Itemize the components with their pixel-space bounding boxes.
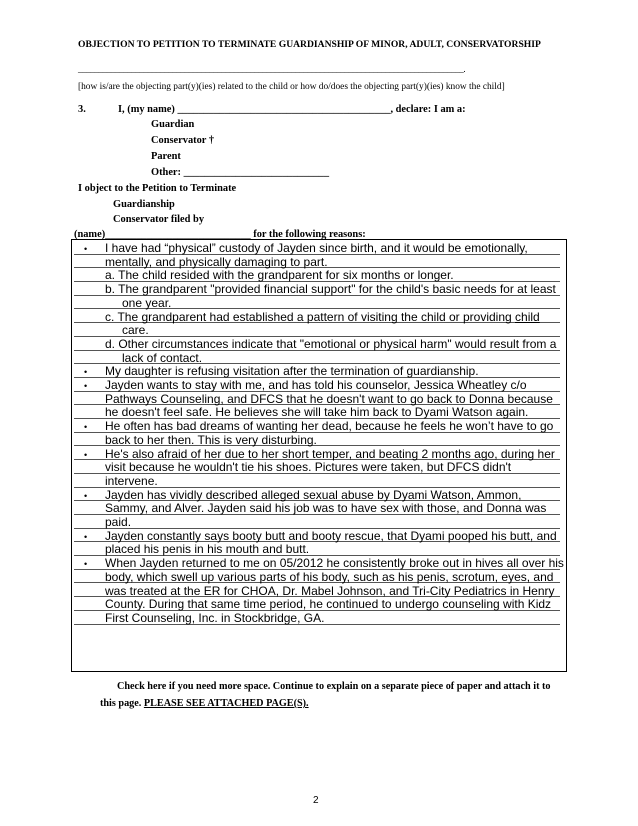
reason-line: [72, 324, 566, 338]
reason-line: [72, 461, 566, 475]
reason-text-part: c. The grandparent had established a pattern of visiting the child or providing: [105, 309, 516, 324]
bullet-icon: •: [84, 449, 88, 460]
reason-text: he doesn't feel safe. He believes she will take him back to Dyami Watson again.: [105, 405, 529, 420]
reason-line: [72, 502, 566, 516]
checkbox-icon[interactable]: [134, 119, 143, 128]
reason-line: [72, 543, 566, 557]
option-guardian[interactable]: Guardian: [134, 119, 194, 130]
name-label: (name): [74, 229, 106, 240]
checkbox-icon[interactable]: [96, 214, 105, 223]
reason-text: Jayden has vividly described alleged sexual abuse by Dyami Watson, Ammon,: [105, 487, 522, 502]
reason-bullet-line: [72, 242, 566, 256]
bullet-icon: •: [84, 244, 88, 254]
reason-text-underlined: child: [515, 309, 540, 324]
option-other[interactable]: Other: ____________________________: [134, 167, 329, 178]
reason-text: was treated at the ER for CHOA, Dr. Mabel Johnson, and Tri-City Pediatrics in Henry: [105, 583, 555, 598]
reason-text: I have had “physical” custody of Jayden since birth, and it would be emotionally,: [105, 241, 528, 255]
reason-line: [72, 516, 566, 530]
reason-text: placed his penis in his mouth and butt.: [105, 542, 310, 557]
reason-text: Pathways Counseling, and DFCS that he doesn't want to go back to Donna because: [105, 391, 553, 406]
reason-line: [72, 297, 566, 311]
page-number: 2: [313, 795, 319, 806]
reason-line: [72, 352, 566, 366]
reason-text: d. Other circumstances indicate that "emotional or physical harm" would result from a: [105, 336, 557, 351]
reason-line: [72, 475, 566, 489]
reason-text: a. The child resided with the grandparent for six months or longer.: [105, 268, 454, 283]
reasons-box: [71, 239, 567, 672]
checkbox-icon[interactable]: [96, 199, 105, 208]
bullet-icon: •: [84, 531, 88, 542]
reason-text: When Jayden returned to me on 05/2012 he consistently broke out in hives all over his: [105, 556, 564, 571]
reason-text: b. The grandparent "provided financial support" for the child's basic needs for at least: [105, 282, 556, 297]
reason-text: Jayden wants to stay with me, and has told his counselor, Jessica Wheatley c/o: [105, 378, 527, 392]
item-3-declaration: I, (my name) _________________________________________, declare: I am a:: [118, 104, 466, 115]
reason-text: [105, 311, 540, 324]
reason-bullet-line: [72, 379, 566, 393]
reason-text: intervene.: [105, 473, 158, 488]
bullet-icon: •: [84, 559, 88, 570]
reason-text: paid.: [105, 515, 132, 529]
reason-text: Jayden constantly says booty butt and booty rescue, that Dyami pooped his butt, and: [105, 528, 557, 543]
bullet-icon: •: [84, 381, 88, 391]
more-space-text: Check here if you need more space. Continue to explain on a separate piece of paper and attach it to this page.: [100, 681, 551, 709]
reason-text: He often has bad dreams of wanting her dead, because he feels he won’t have to go: [105, 419, 554, 434]
reason-text: mentally, and physically damaging to part.: [105, 254, 328, 269]
reason-bullet-line: [72, 530, 566, 544]
reason-line: [72, 283, 566, 297]
reason-bullet-line: [72, 448, 566, 462]
reason-line: [72, 571, 566, 585]
object-heading: I object to the Petition to Terminate: [78, 183, 237, 194]
reason-text: lack of contact.: [122, 350, 203, 365]
see-attached-text: PLEASE SEE ATTACHED PAGE(S).: [143, 698, 309, 709]
reason-line: [72, 406, 566, 420]
relation-blank-line: ______________________________________________________________________________________________.: [78, 64, 466, 74]
reason-line: [72, 269, 566, 283]
reason-text: one year.: [122, 295, 172, 310]
bullet-icon: •: [84, 490, 88, 501]
bullet-icon: •: [84, 367, 88, 378]
reason-line: [72, 598, 566, 612]
more-space-note: [100, 678, 560, 712]
checkbox-icon[interactable]: [134, 151, 143, 160]
option-parent[interactable]: Parent: [134, 151, 181, 162]
reason-bullet-line: [72, 420, 566, 434]
bullet-icon: •: [84, 422, 88, 433]
reason-line: [72, 393, 566, 407]
reason-text: visit because he wouldn't tie his shoes. Pictures were taken, but DFCS didn't: [105, 460, 512, 475]
reason-bullet-line: [72, 489, 566, 503]
reason-line: [72, 612, 566, 626]
reason-text: County. During that same time period, he continued to undergo counseling with Kidz: [105, 597, 552, 612]
object-option-conservator[interactable]: Conservator filed by: [96, 214, 204, 225]
reason-bullet-line: [72, 557, 566, 571]
relation-instruction: [how is/are the objecting part(y)(ies) related to the child or how do/does the objecting part(y)(ies) know the child]: [78, 82, 505, 92]
reason-line: [72, 311, 566, 325]
reason-text: Sammy, and Alver. Jayden said his job was to have sex with those, and Donna was: [105, 501, 547, 516]
option-conservator[interactable]: Conservator †: [134, 135, 214, 146]
reason-line: [72, 256, 566, 270]
reason-text: My daughter is refusing visitation after the termination of guardianship.: [105, 364, 479, 379]
checkbox-icon[interactable]: [134, 167, 143, 176]
name-blank: ____________________________: [105, 229, 251, 240]
reason-text: care.: [122, 323, 149, 338]
object-option-guardianship[interactable]: Guardianship: [96, 199, 175, 210]
reason-bullet-line: [72, 365, 566, 379]
item-3-number: 3.: [78, 104, 86, 115]
checkbox-icon[interactable]: [134, 135, 143, 144]
form-title: OBJECTION TO PETITION TO TERMINATE GUARDIANSHIP OF MINOR, ADULT, CONSERVATORSHIP: [78, 39, 541, 50]
reasons-label: for the following reasons:: [250, 229, 366, 240]
reason-line: [72, 338, 566, 352]
reason-text: body, which swell up various parts of his body, such as his penis, scrotum, eyes, and: [105, 569, 554, 584]
reason-line: [72, 434, 566, 448]
reason-line: [72, 585, 566, 599]
checkbox-icon[interactable]: [100, 681, 109, 690]
reason-text: First Counseling, Inc. in Stockbridge, GA.: [105, 610, 325, 625]
reason-text: back to her then. This is very disturbing.: [105, 432, 317, 447]
reason-text: He's also afraid of her due to her short temper, and beating 2 months ago, during her: [105, 446, 555, 461]
